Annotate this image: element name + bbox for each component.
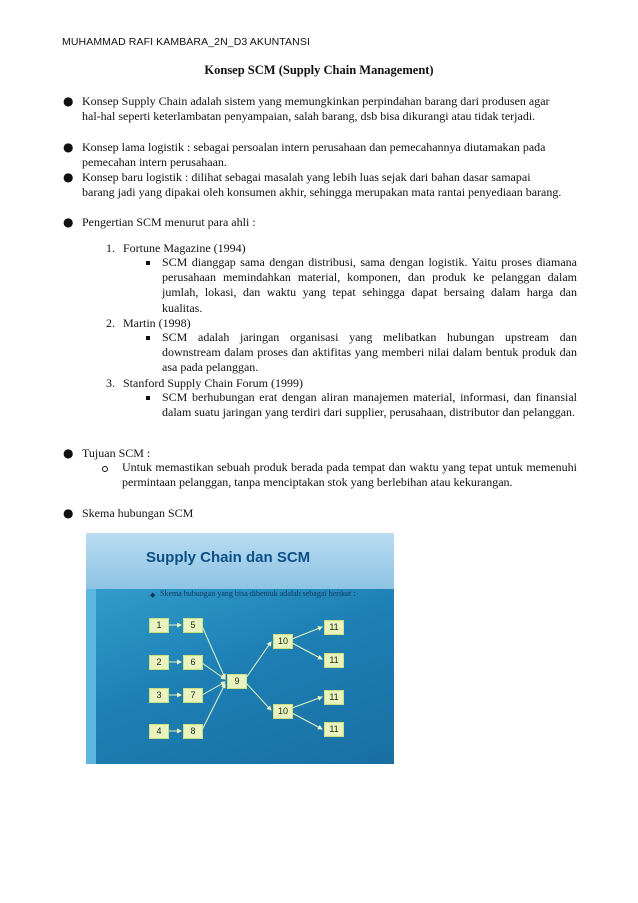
diagram-node: 11 <box>324 722 344 737</box>
diagram-node: 6 <box>183 655 203 670</box>
square-bullet-icon <box>146 261 150 265</box>
diagram-node: 10 <box>273 634 293 649</box>
expert-name: Fortune Magazine (1994) <box>123 241 246 255</box>
tujuan-label: Tujuan SCM : <box>82 446 151 460</box>
skema-label: Skema hubungan SCM <box>82 506 194 520</box>
diagram-node: 10 <box>273 704 293 719</box>
expert-definition: SCM adalah jaringan organisasi yang melibatkan hubungan upstream dan downstream dalam proses dan aktifitas yang memberi nilai dalam bentuk produk dan asa pada pelanggan. <box>162 330 577 375</box>
author-header: MUHAMMAD RAFI KAMBARA_2N_D3 AKUNTANSI <box>62 36 310 48</box>
scm-diagram-slide <box>86 533 394 764</box>
diagram-node: 3 <box>149 688 169 703</box>
diagram-node: 11 <box>324 620 344 635</box>
bullet-icon: ● <box>63 170 74 184</box>
square-bullet-icon <box>146 336 150 340</box>
tujuan-item: Untuk memastikan sebuah produk berada pada tempat dan waktu yang tepat untuk memenuhi permintaan pelanggan, tanpa menciptakan stok yang berlebihan atau kekurangan. <box>122 460 577 490</box>
bullet-icon: ● <box>63 446 74 460</box>
circle-bullet-icon <box>102 466 108 472</box>
bullet-item: Konsep lama logistik : sebagai persoalan intern perusahaan dan pemecahannya diutamakan pada pemecahan intern perusahaan. <box>82 140 546 170</box>
bullet-item: Pengertian SCM menurut para ahli : <box>82 215 256 229</box>
bullet-icon: ● <box>63 140 74 154</box>
diagram-node: 1 <box>149 618 169 633</box>
expert-number: 2. <box>106 316 115 330</box>
slide-title: Supply Chain dan SCM <box>146 549 311 566</box>
diagram-arrows <box>86 533 394 764</box>
expert-definition: SCM dianggap sama dengan distribusi, sama dengan logistik. Yaitu proses diamana perusahaan memindahkan material, komponen, dan produk ke pelanggan dalam jumlah, lokasi, dan waktu yang tepat sehingga dapat bersaing dalam harga dan kualitas. <box>162 255 577 315</box>
diamond-bullet-icon: ◆ <box>150 591 156 599</box>
expert-definition: SCM berhubungan erat dengan aliran manajemen material, informasi, dan finansial dalam suatu jaringan yang terdiri dari supplier, perusahaan, distributor dan pelanggan. <box>162 390 577 420</box>
diagram-node: 2 <box>149 655 169 670</box>
bullet-icon: ● <box>63 215 74 229</box>
diagram-node: 4 <box>149 724 169 739</box>
square-bullet-icon <box>146 396 150 400</box>
bullet-item: Konsep Supply Chain adalah sistem yang memungkinkan perpindahan barang dari produsen agar hal-hal seperti keterlambatan penyampaian, salah barang, dsb bisa dikurangi atau tidak terjadi. <box>82 94 550 124</box>
diagram-node: 9 <box>227 674 247 689</box>
expert-number: 3. <box>106 376 115 390</box>
expert-number: 1. <box>106 241 115 255</box>
diagram-node: 5 <box>183 618 203 633</box>
bullet-icon: ● <box>63 94 74 108</box>
bullet-item: Konsep baru logistik : dilihat sebagai masalah yang lebih luas sejak dari bahan dasar samapai barang jadi yang dipakai oleh konsumen akhir, sehingga merupakan mata rantai penyediaan barang. <box>82 170 562 200</box>
diagram-node: 11 <box>324 653 344 668</box>
bullet-icon: ● <box>63 506 74 520</box>
diagram-node: 11 <box>324 690 344 705</box>
diagram-node: 8 <box>183 724 203 739</box>
slide-text: Skema hubungan yang bisa dibentuk adalah sebagai berikut : <box>160 589 356 598</box>
expert-name: Stanford Supply Chain Forum (1999) <box>123 376 303 390</box>
page-title: Konsep SCM (Supply Chain Management) <box>204 63 434 77</box>
diagram-node: 7 <box>183 688 203 703</box>
expert-name: Martin (1998) <box>123 316 191 330</box>
